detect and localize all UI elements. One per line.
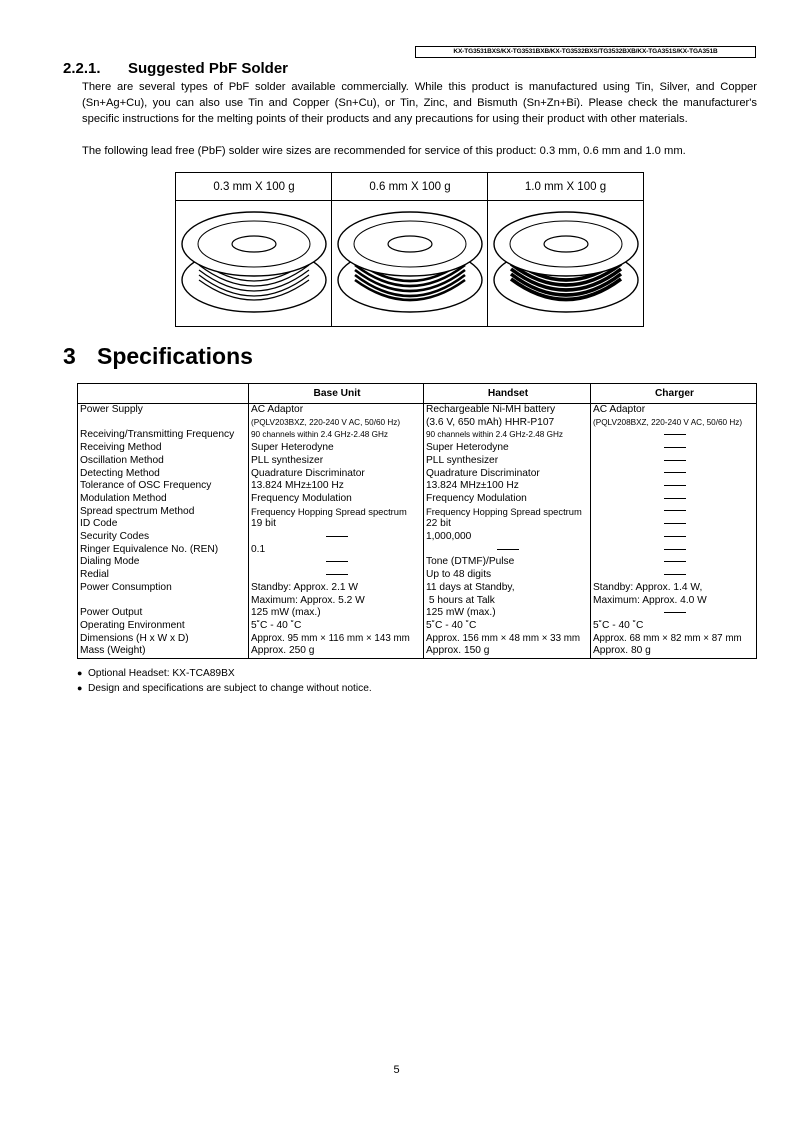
handset-cell: Frequency Modulation <box>424 493 591 506</box>
handset-cell: 22 bit <box>424 518 591 531</box>
row-label: Oscillation Method <box>78 455 249 468</box>
handset-cell: 13.824 MHz±100 Hz <box>424 480 591 493</box>
cell-value: Maximum: Approx. 4.0 W <box>593 594 707 606</box>
row-label: Modulation Method <box>78 493 249 506</box>
handset-cell: Super Heterodyne <box>424 442 591 455</box>
bullet-icon: ● <box>77 668 83 678</box>
cell-value: AC Adaptor <box>251 404 304 415</box>
row-label: Ringer Equivalence No. (REN) <box>78 544 249 557</box>
base-cell: 13.824 MHz±100 Hz <box>249 480 424 493</box>
handset-cell: Up to 48 digits <box>424 569 591 582</box>
base-cell: 125 mW (max.) <box>249 607 424 620</box>
row-label: Dialing Mode <box>78 556 249 569</box>
charger-cell: 5˚C - 40 ˚C <box>593 619 644 631</box>
table-row <box>78 582 757 607</box>
charger-cell <box>591 404 757 430</box>
charger-cell-empty <box>591 556 757 569</box>
section-number: 2.2.1. <box>63 60 101 77</box>
row-label: Detecting Method <box>78 468 249 481</box>
charger-cell-empty <box>591 506 757 519</box>
base-cell: 90 channels within 2.4 GHz-2.48 GHz <box>249 429 424 442</box>
section-title: Specifications <box>97 343 253 369</box>
charger-cell-empty <box>591 531 757 544</box>
charger-cell: Approx. 68 mm × 82 mm × 87 mm <box>593 632 742 644</box>
table-row <box>78 556 757 569</box>
solder-spool-thick-icon <box>488 202 643 326</box>
handset-cell: Approx. 150 g <box>424 645 591 658</box>
handset-cell: PLL synthesizer <box>424 455 591 468</box>
table-row <box>78 480 757 493</box>
charger-cell-empty <box>591 493 757 506</box>
base-cell: Approx. 95 mm × 116 mm × 143 mm <box>249 633 424 646</box>
dash-mark <box>664 549 686 550</box>
solder-spool-medium-icon <box>332 202 487 326</box>
table-row <box>78 633 757 646</box>
row-label: Operating Environment <box>78 620 249 633</box>
table-row <box>78 455 757 468</box>
row-label: Dimensions (H x W x D) <box>78 633 249 646</box>
dash-mark <box>664 523 686 524</box>
base-cell: 0.1 <box>249 544 424 557</box>
row-label: Power Output <box>78 607 249 620</box>
table-row <box>78 506 757 519</box>
solder-spool-thin-icon <box>176 202 331 326</box>
column-header-empty <box>78 384 249 404</box>
table-header-row <box>78 384 757 404</box>
solder-paragraph-1: There are several types of PbF solder available commercially. While this product is manufactured using Tin, Silver, and Copper (Sn+Ag+Cu), you can also use Tin and Copper (Sn+Cu), or Tin, Zinc, and Bismuth (Sn+Zn+Bi). Please check the manufacturer's specific instructions for the melting points of their products and any precautions for using their product with other materials. <box>82 81 757 125</box>
base-cell: Approx. 250 g <box>249 645 424 658</box>
table-row <box>78 493 757 506</box>
cell-value: Standby: Approx. 2.1 W <box>251 581 359 593</box>
page-number: 5 <box>393 1064 400 1076</box>
note-text: Optional Headset: KX-TCA89BX <box>88 668 235 679</box>
handset-cell-empty <box>424 544 591 557</box>
row-label: Power Supply <box>78 404 249 430</box>
dash-mark <box>326 574 348 575</box>
table-row <box>78 531 757 544</box>
table-row <box>78 442 757 455</box>
solder-size-1-0mm: 1.0 mm X 100 g <box>488 173 643 201</box>
note-text: Design and specifications are subject to change without notice. <box>88 683 372 694</box>
dash-mark <box>664 510 686 511</box>
cell-value: 11 days at Standby, <box>426 581 515 593</box>
charger-cell-empty <box>591 468 757 481</box>
charger-cell: Approx. 80 g <box>593 645 651 657</box>
row-label: Security Codes <box>78 531 249 544</box>
bullet-icon: ● <box>77 683 83 693</box>
model-number-header: KX-TG3531BXS/KX-TG3531BXB/KX-TG3532BXS/TG3532BXB/KX-TGA351S/KX-TGA351B <box>415 46 756 58</box>
handset-cell: Quadrature Discriminator <box>424 468 591 481</box>
cell-value: 5 hours at Talk <box>426 594 495 606</box>
table-row <box>78 404 757 430</box>
handset-cell: 90 channels within 2.4 GHz-2.48 GHz <box>424 429 591 442</box>
cell-value: Rechargeable Ni-MH battery <box>426 404 556 415</box>
section-title: Suggested PbF Solder <box>128 60 289 77</box>
handset-cell <box>424 582 591 607</box>
section-heading-specifications <box>63 343 253 370</box>
table-row <box>78 569 757 582</box>
note-item <box>77 681 372 696</box>
row-label: Power Consumption <box>78 582 249 607</box>
handset-cell <box>424 404 591 430</box>
dash-mark <box>664 434 686 435</box>
charger-cell <box>591 582 757 607</box>
handset-cell: Frequency Hopping Spread spectrum <box>424 506 591 519</box>
charger-cell-empty <box>591 518 757 531</box>
spec-notes <box>77 666 372 696</box>
column-header-handset: Handset <box>424 384 591 404</box>
dash-mark <box>497 549 519 550</box>
dash-mark <box>326 536 348 537</box>
base-cell: Frequency Modulation <box>249 493 424 506</box>
base-cell: Quadrature Discriminator <box>249 468 424 481</box>
handset-cell: 1,000,000 <box>424 531 591 544</box>
section-heading-suggested-pbf-solder <box>63 60 288 77</box>
dash-mark <box>664 498 686 499</box>
base-cell-empty <box>249 531 424 544</box>
handset-cell: Tone (DTMF)/Pulse <box>424 556 591 569</box>
dash-mark <box>664 460 686 461</box>
charger-cell-empty <box>591 455 757 468</box>
handset-cell: Approx. 156 mm × 48 mm × 33 mm <box>424 633 591 646</box>
table-row <box>78 645 757 658</box>
table-row <box>78 518 757 531</box>
charger-cell-empty <box>591 569 757 582</box>
base-cell <box>249 404 424 430</box>
dash-mark <box>664 574 686 575</box>
handset-cell: 125 mW (max.) <box>424 607 591 620</box>
charger-cell-empty <box>591 442 757 455</box>
solder-paragraph-2: The following lead free (PbF) solder wire sizes are recommended for service of this product: 0.3 mm, 0.6 mm and 1.0 mm. <box>82 145 686 157</box>
dash-mark <box>664 472 686 473</box>
cell-subvalue: (3.6 V, 650 mAh) HHR-P107 <box>426 416 555 428</box>
column-header-charger: Charger <box>591 384 757 404</box>
solder-size-0-3mm: 0.3 mm X 100 g <box>176 173 332 201</box>
cell-value: AC Adaptor <box>593 404 646 415</box>
row-label: Mass (Weight) <box>78 645 249 658</box>
charger-cell-empty <box>591 607 757 620</box>
row-label: ID Code <box>78 518 249 531</box>
base-cell: 19 bit <box>249 518 424 531</box>
row-label: Redial <box>78 569 249 582</box>
solder-size-table <box>175 172 644 327</box>
cell-value: Maximum: Approx. 5.2 W <box>251 594 365 606</box>
cell-subvalue: (PQLV208BXZ, 220-240 V AC, 50/60 Hz) <box>593 417 743 427</box>
table-row <box>78 468 757 481</box>
base-cell: PLL synthesizer <box>249 455 424 468</box>
charger-cell-empty <box>591 429 757 442</box>
table-row <box>78 620 757 633</box>
base-cell-empty <box>249 569 424 582</box>
dash-mark <box>664 612 686 613</box>
column-header-base-unit: Base Unit <box>249 384 424 404</box>
charger-cell-empty <box>591 480 757 493</box>
table-row <box>78 544 757 557</box>
solder-size-0-6mm: 0.6 mm X 100 g <box>332 173 488 201</box>
row-label: Spread spectrum Method <box>78 506 249 519</box>
row-label: Receiving Method <box>78 442 249 455</box>
base-cell-empty <box>249 556 424 569</box>
dash-mark <box>326 561 348 562</box>
dash-mark <box>664 561 686 562</box>
cell-subvalue: (PQLV203BXZ, 220-240 V AC, 50/60 Hz) <box>251 417 401 427</box>
dash-mark <box>664 485 686 486</box>
dash-mark <box>664 536 686 537</box>
specifications-table <box>77 383 757 659</box>
dash-mark <box>664 447 686 448</box>
charger-cell-empty <box>591 544 757 557</box>
base-cell: Frequency Hopping Spread spectrum <box>249 506 424 519</box>
row-label: Receiving/Transmitting Frequency <box>78 429 249 442</box>
note-item <box>77 666 372 681</box>
base-cell: Super Heterodyne <box>249 442 424 455</box>
table-row <box>78 607 757 620</box>
table-row <box>78 429 757 442</box>
row-label: Tolerance of OSC Frequency <box>78 480 249 493</box>
handset-cell: 5˚C - 40 ˚C <box>424 620 591 633</box>
base-cell: 5˚C - 40 ˚C <box>249 620 424 633</box>
base-cell <box>249 582 424 607</box>
cell-value: Standby: Approx. 1.4 W, <box>593 581 703 593</box>
section-number: 3 <box>63 343 76 369</box>
